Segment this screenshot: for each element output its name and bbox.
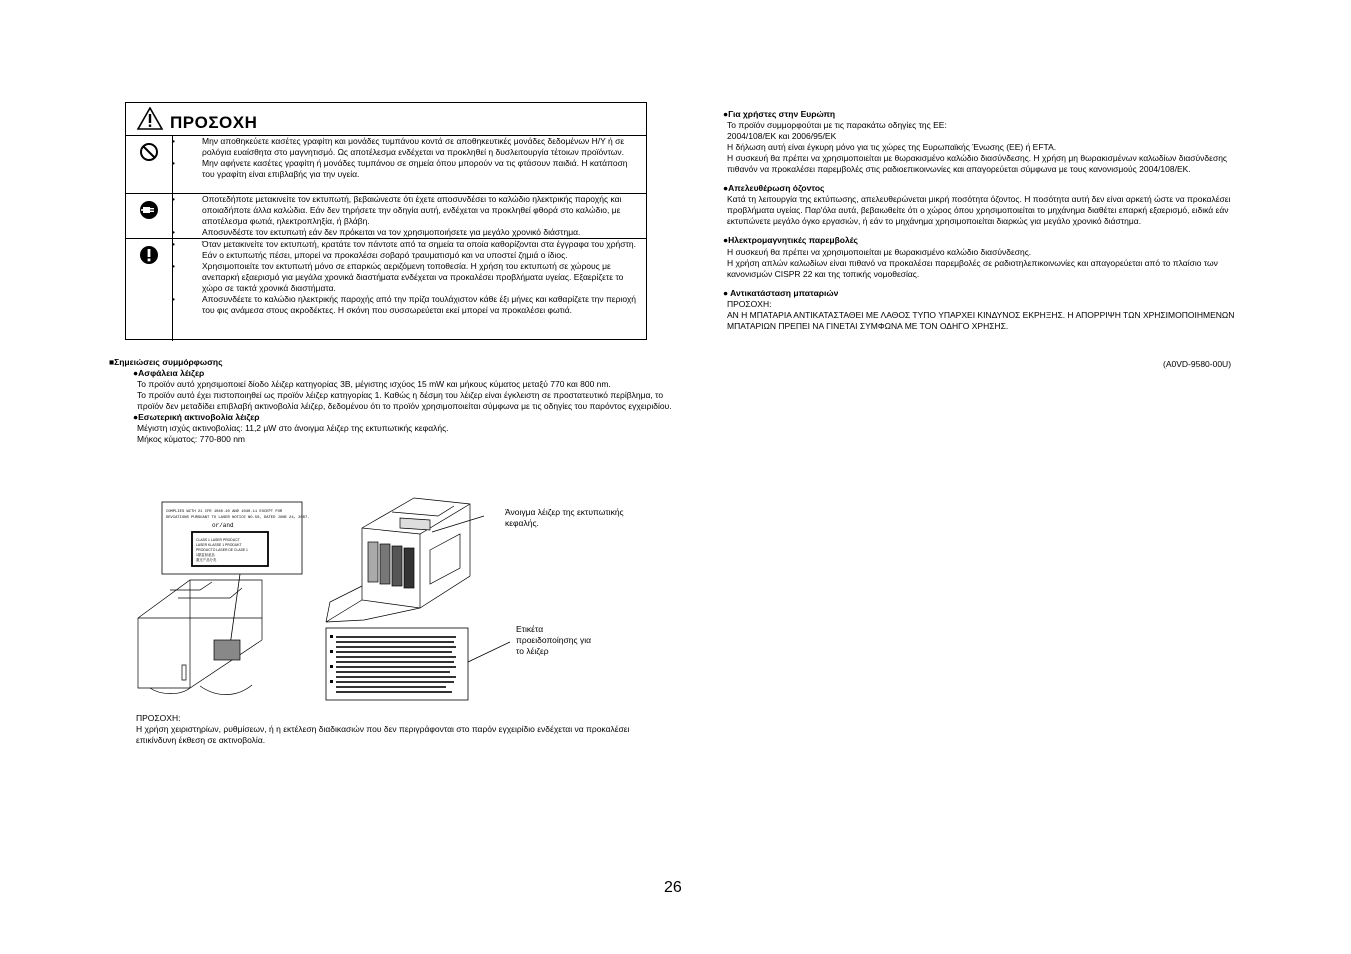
radiation-warning xyxy=(136,713,656,746)
warning-title: ΠΡΟΣΟΧΗ: xyxy=(136,713,181,723)
internal-laser-heading: ●Εσωτερική ακτινοβολία λέιζερ xyxy=(133,412,260,423)
battery-line: ΑΝ Η ΜΠΑΤΑΡΙΑ ΑΝΤΙΚΑΤΑΣΤΑΘΕΙ ΜΕ ΛΑΘΟΣ ΤΥΠΟ ΥΠΑΡΧΕΙ ΚΙΝΔΥΝΟΣ ΕΚΡΗΞΗΣ. Η ΑΠΟΡΡΙΨΗ ΤΩΝ ΧΡΗΣΙΜΟΠΟΙΗΜΕΝΩΝ ΜΠΑΤΑΡΙΩΝ ΠΡΕΠΕΙ ΝΑ ΓΙΝΕΤΑΙ ΣΥΜΦΩΝΑ ΜΕ ΤΟΝ ΟΔΗΓΟ ΧΡΗΣΗΣ. xyxy=(727,309,1235,331)
ozone-heading: ●Απελευθέρωση όζοντος xyxy=(723,183,825,194)
warning-triangle-icon xyxy=(137,107,163,130)
emi-line: Η χρήση απλών καλωδίων είναι πιθανό να προκαλέσει παρεμβολές σε ραδιοτηλεπικοινωνίες και απαγορεύεται από το πλαίσιο των κανονισμών CISPR 22 και της τοπικής νομοθεσίας. xyxy=(727,257,1218,279)
battery-section xyxy=(723,288,1243,332)
caution-row-unplug xyxy=(126,194,646,239)
europe-line: Η δήλωση αυτή είναι έγκυρη μόνο για τις χώρες της Ευρωπαϊκής Ένωσης (ΕΕ) ή EFTA. xyxy=(727,142,1057,153)
compliance-heading: ■Σημειώσεις συμμόρφωσης xyxy=(109,357,223,367)
caution-item: • Αποσυνδέετε το καλώδιο ηλεκτρικής παροχής από την πρίζα τουλάχιστον κάθε έξι μήνες και καθαρίζετε την περιοχή του φις ανάμεσα στους ακροδέκτες. Η σκόνη που συσσωρεύεται εκεί μπορεί να προκαλέσει φωτιά. xyxy=(202,294,640,316)
label-or-and: or/and xyxy=(212,522,234,529)
laser-safety-text-2: Το προϊόν αυτό έχει πιστοποιηθεί ως προϊόν λέιζερ κατηγορίας 1. Καθώς η δέσμη του λέιζερ είναι έγκλειστη σε προστατευτικό περίβλημα, το προϊόν δεν μεταδίδει επιβλαβή ακτινοβολία λέιζερ, δεδομένου ότι το προϊόν χρησιμοποιείται σύμφωνα με τις οδηγίες του παρόντος εγχειριδίου. xyxy=(137,390,672,412)
battery-heading: ● Αντικατάσταση μπαταριών xyxy=(723,287,839,298)
document-code: (A0VD-9580-00U) xyxy=(1163,359,1232,369)
class-label-line: CLASS 1 LASER PRODUCT xyxy=(196,538,240,542)
europe-section xyxy=(723,109,1243,175)
ozone-text: Κατά τη λειτουργία της εκτύπωσης, απελευθερώνεται μικρή ποσότητα όζοντος. Η ποσότητα αυτή δεν είναι αρκετή ώστε να προκαλέσει προβλήματα υγείας. Παρ'όλα αυτά, βεβαιωθείτε ότι ο χώρος όπου χρησιμοποιείται το μηχάνημα διαθέτει επαρκή εξαερισμό, ειδικά εάν εκτυπώνετε μεγάλο όγκο εργασιών, ή εάν το μηχάνημα χρησιμοποιείται διαρκώς για μεγάλο χρονικό διάστημα. xyxy=(727,194,1231,227)
unplug-icon xyxy=(139,200,159,220)
caution-title: ΠΡΟΣΟΧΗ xyxy=(170,113,258,132)
laser-warning-label-box xyxy=(326,628,468,700)
label-top-line-1: COMPLIES WITH 21 CFR 1040.10 AND 1040.11 EXCEPT FOR xyxy=(166,510,283,514)
right-column xyxy=(723,109,1243,340)
caution-row-exclamation xyxy=(126,239,646,341)
callout-laser-label: Ετικέτα προειδοποίησης για το λέιζερ xyxy=(516,624,592,657)
class-label-line: LASER KLASSE 1 PRODUKT xyxy=(196,543,242,547)
ozone-section xyxy=(723,183,1243,227)
europe-heading: ●Για χρήστες στην Ευρώπη xyxy=(723,109,836,119)
emi-heading: ●Ηλεκτρομαγνητικές παρεμβολές xyxy=(723,235,858,246)
europe-line: Το προϊόν συμμορφούται με τις παρακάτω οδηγίες της ΕΕ: xyxy=(727,120,947,131)
laser-safety-heading: ●Ασφάλεια λέιζερ xyxy=(133,368,205,379)
caution-item: • Οποτεδήποτε μετακινείτε τον εκτυπωτή, βεβαιώνεστε ότι έχετε αποσυνδέσει το καλώδιο ηλεκτρικής παροχής και οποιαδήποτε άλλα καλώδια. Εάν δεν τηρήσετε την οδηγία αυτή, ενδέχεται να προκληθεί φθορά στο καλώδιο, με αποτέλεσμα φωτιά, ηλεκτροπληξία, ή βλάβη. xyxy=(202,194,640,227)
caution-item: • Αποσυνδέστε τον εκτυπωτή εάν δεν πρόκειται να τον χρησιμοποιήσετε για μεγάλο χρονικό διάστημα. xyxy=(202,227,640,238)
page-number: 26 xyxy=(664,879,682,896)
caution-item: • Χρησιμοποιείτε τον εκτυπωτή μόνο σε επαρκώς αεριζόμενη τοποθεσία. Η χρήση του εκτυπωτή σε χώρους με ανεπαρκή εξαερισμό για μεγάλα χρονικά διαστήματα ενδέχεται να προκαλέσει προβλήματα υγείας. Εξαερίζετε το χώρο σε τακτά χρονικά διαστήματα. xyxy=(202,261,640,294)
printer-back-drawing xyxy=(138,580,262,695)
caution-item: • Μην αποθηκεύετε κασέτες γραφίτη και μονάδες τυμπάνου κοντά σε αποθηκευτικές μονάδες δεδομένων Η/Υ ή σε ρολόγια ευαίσθητα στο μαγνητισμό. Ως αποτέλεσμα ενδέχεται να προκληθεί η δυσλειτουργία τέτοιων προϊόντων. xyxy=(202,136,640,158)
caution-item: • Μην αφήνετε κασέτες γραφίτη ή μονάδες τυμπάνου σε σημεία όπου μπορούν να τις φτάσουν παιδιά. Η κατάποση του γραφίτη είναι επιβλαβής για την υγεία. xyxy=(202,158,640,180)
class-label-line: 激光产品分类 xyxy=(196,558,217,562)
prohibited-icon xyxy=(139,142,159,162)
compliance-notes xyxy=(109,357,679,445)
internal-laser-text-2: Μήκος κύματος: 770-800 nm xyxy=(137,434,245,445)
emi-line: Η συσκευή θα πρέπει να χρησιμοποιείται με θωρακισμένο καλώδιο διασύνδεσης. xyxy=(727,246,1032,257)
internal-laser-text-1: Μέγιστη ισχύς ακτινοβολίας: 11,2 μW στο άνοιγμα λέιζερ της εκτυπωτικής κεφαλής. xyxy=(137,423,449,434)
exclamation-icon xyxy=(139,245,159,265)
label-top-line-2: DEVIATIONS PURSUANT TO LASER NOTICE NO.50, DATED JUNE 24, 2007. xyxy=(166,516,310,520)
caution-box xyxy=(125,102,647,340)
caution-header xyxy=(126,103,646,136)
printer-front-drawing xyxy=(326,498,470,622)
europe-line: 2004/108/ΕΚ και 2006/95/ΕΚ xyxy=(727,131,837,142)
caution-item: • Όταν μετακινείτε τον εκτυπωτή, κρατάτε τον πάντοτε από τα σημεία τα οποία καθορίζονται στα έγγραφα του χρήστη. Εάν ο εκτυπωτής πέσει, μπορεί να προκαλέσει σοβαρό τραυματισμό και να υποστεί ζημιά ο ίδιος. xyxy=(202,239,640,261)
caution-row-prohibited xyxy=(126,136,646,194)
laser-safety-text-1: Το προϊόν αυτό χρησιμοποιεί δίοδο λέιζερ κατηγορίας 3B, μέγιστης ισχύος 15 mW και μήκους κύματος μεταξύ 770 και 800 nm. xyxy=(137,379,611,390)
class-label-line: PRODUCTO LASER DE CLASE 1 xyxy=(196,548,248,552)
class-label-line: 1類雷射產品 xyxy=(196,553,215,557)
battery-line: ΠΡΟΣΟΧΗ: xyxy=(727,298,772,309)
emi-section xyxy=(723,235,1243,279)
callout-laser-aperture: Άνοιγμα λέιζερ της εκτυπωτικής κεφαλής. xyxy=(505,507,624,529)
europe-line: Η συσκευή θα πρέπει να χρησιμοποιείται με θωρακισμένο καλώδιο διασύνδεσης. Η χρήση μη θωρακισμένων καλωδίων διασύνδεσης πιθανόν να προκαλέσει παρεμβολές στις ραδιοεπικοινωνίες και απαγορεύεται σύμφωνα με τους κανονισμούς 2004/108/ΕΚ. xyxy=(727,153,1228,175)
warning-text: Η χρήση χειριστηρίων, ρυθμίσεων, ή η εκτέλεση διαδικασιών που δεν περιγράφονται στο παρόν εγχειρίδιο ενδέχεται να προκαλέσει επικίνδυνη έκθεση σε ακτινοβολία. xyxy=(136,724,630,746)
